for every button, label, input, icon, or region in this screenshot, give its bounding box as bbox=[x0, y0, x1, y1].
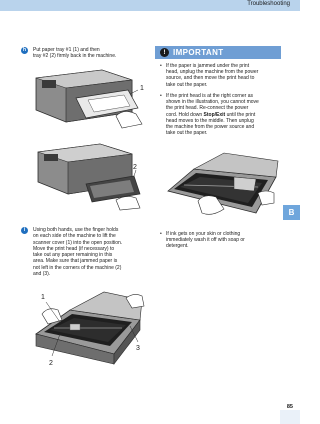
important-bullet bbox=[160, 93, 282, 137]
step-i-line: take out any paper remaining in this bbox=[33, 252, 113, 259]
section-tab: B bbox=[283, 205, 300, 220]
step-i-line: on each side of the machine to lift the bbox=[33, 233, 116, 240]
bullet-line: immediately wash it off with soap or bbox=[166, 237, 245, 244]
callout-1: 1 bbox=[41, 294, 45, 301]
bullet-line: If the print head is at the right corner as bbox=[166, 93, 253, 99]
important-bullet bbox=[160, 231, 282, 250]
callout-1: 1 bbox=[140, 85, 144, 92]
bullet-line: detergent. bbox=[166, 243, 189, 250]
page-number-bar bbox=[280, 410, 300, 424]
bullet-line: take out the paper. bbox=[166, 130, 208, 137]
printer-tray2-illustration bbox=[30, 140, 148, 212]
callout-3: 3 bbox=[136, 345, 140, 352]
bullet-line: head moves to the middle. Then unplug bbox=[166, 117, 254, 124]
page-number: 85 bbox=[286, 404, 293, 410]
step-i-line: scanner cover (1) into the open position. bbox=[33, 239, 123, 246]
stop-exit-key: Stop/Exit bbox=[203, 111, 226, 118]
step-marker-i: i bbox=[21, 227, 28, 234]
bullet-line: If the paper is jammed under the print bbox=[166, 63, 250, 69]
bullet-text: cord. Hold down bbox=[166, 111, 204, 118]
callout-2: 2 bbox=[49, 360, 53, 367]
step-h-line: Put paper tray #1 (1) and then bbox=[33, 47, 100, 53]
bullet-dot: • bbox=[160, 63, 162, 69]
bullet-line: If ink gets on your skin or clothing bbox=[166, 231, 241, 237]
bullet-text: until the print bbox=[225, 111, 256, 118]
bullet-line: the print head. Re-connect the power bbox=[166, 105, 249, 112]
step-i-line: and (3). bbox=[33, 271, 51, 278]
step-i-line: Move the print head (if necessary) to bbox=[33, 245, 115, 252]
step-i-text bbox=[33, 227, 122, 277]
bullet-line: source, and then move the print head to bbox=[166, 75, 255, 82]
callout-2: 2 bbox=[133, 164, 137, 171]
important-title: IMPORTANT bbox=[173, 48, 224, 57]
bullet-line: take out the paper. bbox=[166, 81, 208, 88]
print-head-illustration bbox=[164, 147, 282, 227]
printer-tray1-illustration bbox=[30, 64, 148, 136]
step-h-text bbox=[33, 47, 116, 60]
bullet-line: the machine from the power source and bbox=[166, 124, 255, 131]
step-i-line: area. Make sure that jammed paper is bbox=[33, 258, 118, 265]
bullet-line: head, unplug the machine from the power bbox=[166, 69, 259, 76]
bullet-dot: • bbox=[160, 93, 162, 99]
important-bullet bbox=[160, 63, 282, 88]
page-header-title: Troubleshooting bbox=[247, 1, 290, 7]
step-h-line: tray #2 (2) firmly back in the machine. bbox=[33, 53, 117, 60]
step-i-line: Using both hands, use the finger holds bbox=[33, 227, 119, 233]
scanner-open-illustration bbox=[30, 284, 150, 374]
bullet-line: shown in the illustration, you cannot move bbox=[166, 99, 259, 106]
step-marker-h: h bbox=[22, 47, 27, 53]
exclamation-icon: ! bbox=[160, 48, 169, 57]
bullet-dot: • bbox=[160, 231, 162, 237]
step-i-line: not left in the corners of the machine (2) bbox=[33, 264, 122, 271]
